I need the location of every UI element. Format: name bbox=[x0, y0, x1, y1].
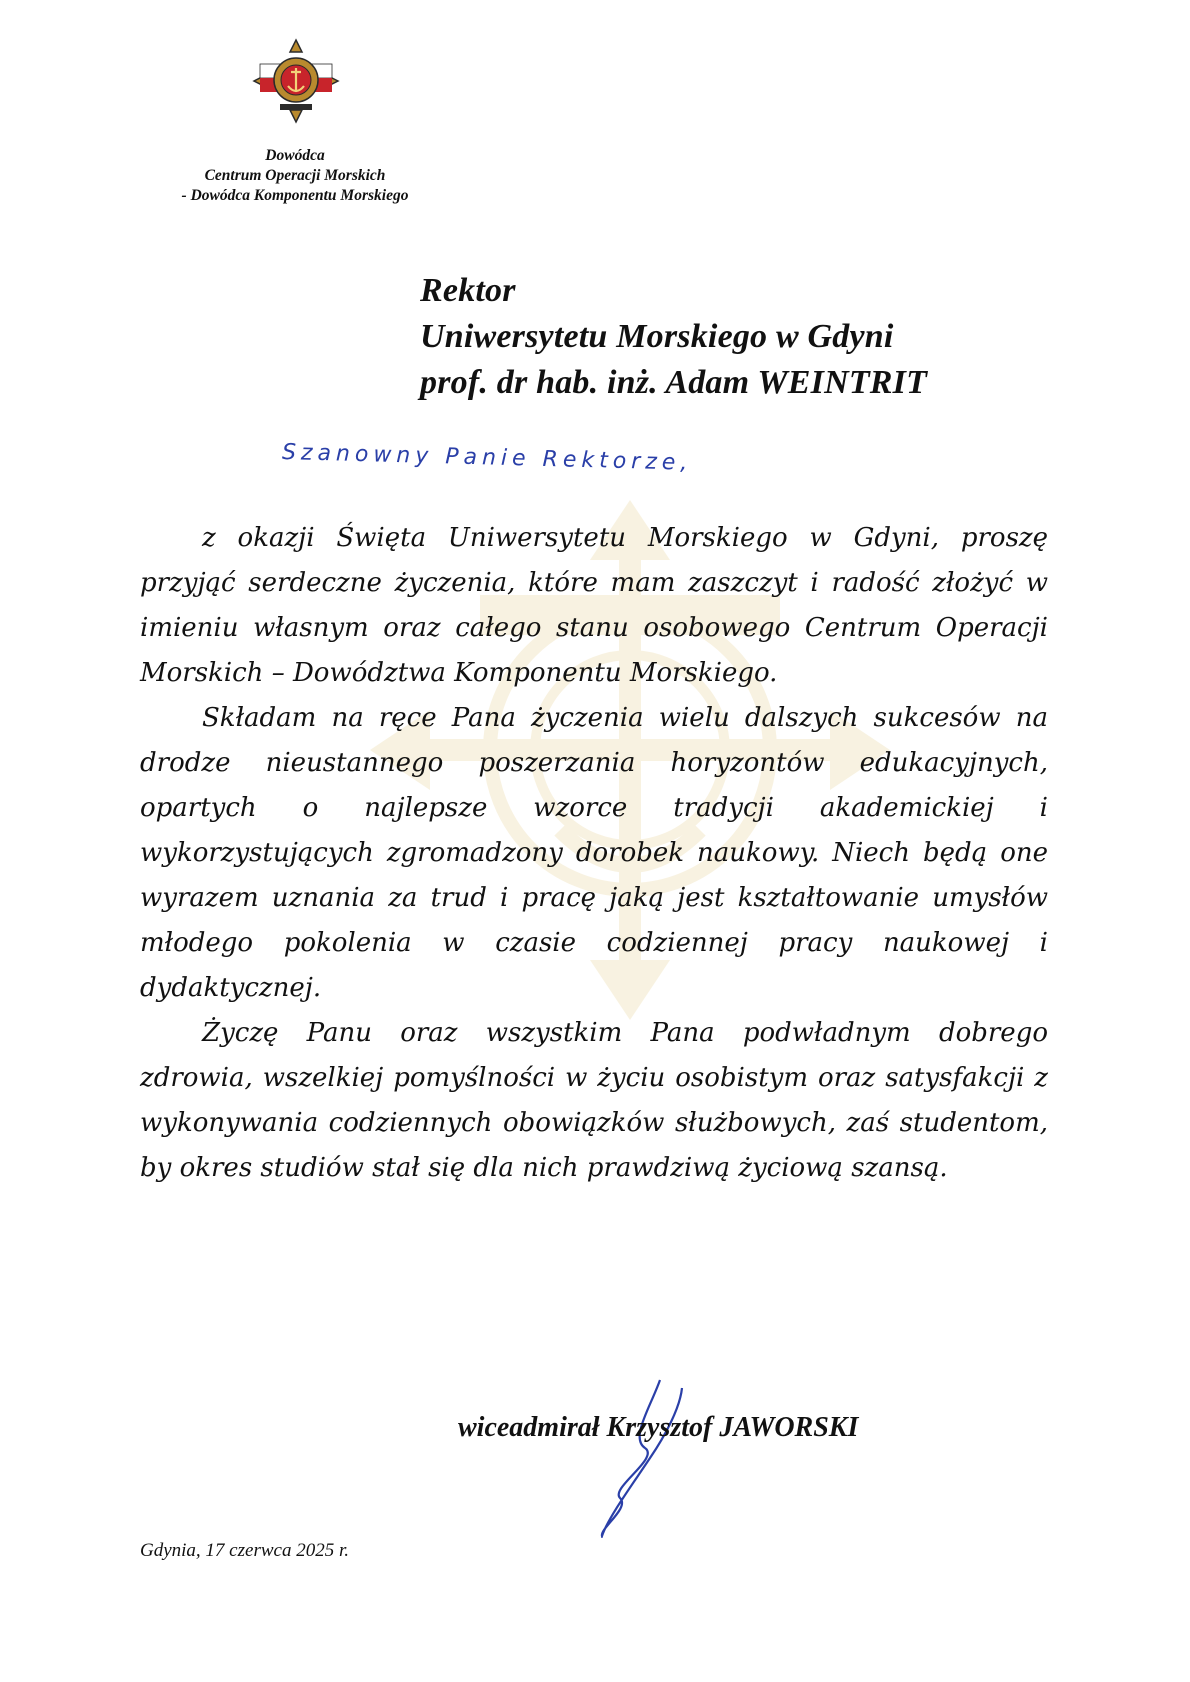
recipient-line-2: Uniwersytetu Morskiego w Gdyni bbox=[420, 318, 894, 355]
sender-line-2: Centrum Operacji Morskich bbox=[204, 167, 386, 184]
recipient-line-1: Rektor bbox=[420, 272, 516, 309]
body-paragraph-2: Składam na ręce Pana życzenia wielu dalszych sukcesów na drodze nieustannego poszerzania horyzontów edukacyjnych, opartych o najlepsze wzorce tradycji akademickiej i wykorzystujących zgromadzony dorobek naukowy. Niech będą one wyrazem uznania za trud i pracę jaką jest kształtowanie umysłów młodego pokolenia w czasie codziennej pracy naukowej i dydaktycznej. bbox=[140, 703, 1048, 1003]
body-paragraph-1: z okazji Święta Uniwersytetu Morskiego w Gdyni, proszę przyjąć serdeczne życzenia, które mam zaszczyt i radość złożyć w imieniu własnym oraz całego stanu osobowego Centrum Operacji Morskich – Dowództwa Komponentu Morskiego. bbox=[140, 523, 1048, 688]
sender-line-3: - Dowódca Komponentu Morskiego bbox=[181, 187, 409, 204]
recipient-line-3: prof. dr hab. inż. Adam WEINTRIT bbox=[420, 364, 928, 401]
handwritten-salutation: Szanowny Panie Rektorze, bbox=[281, 440, 693, 476]
sender-line-1: Dowódca bbox=[265, 147, 325, 164]
signature-name: wiceadmirał Krzysztof JAWORSKI bbox=[458, 1412, 859, 1443]
sender-block bbox=[140, 146, 450, 206]
naval-command-emblem-icon bbox=[252, 38, 340, 124]
handwritten-signature bbox=[590, 1378, 720, 1538]
body-paragraph-3: Życzę Panu oraz wszystkim Pana podwładnym dobrego zdrowia, wszelkiej pomyślności w życiu osobistym oraz satysfakcji z wykonywania codziennych obowiązków służbowych, zaś studentom, by okres studiów stał się dla nich prawdziwą życiową szansą. bbox=[140, 1018, 1048, 1183]
letter-body bbox=[140, 516, 1048, 1191]
place-date: Gdynia, 17 czerwca 2025 r. bbox=[140, 1540, 349, 1561]
recipient-block bbox=[420, 268, 1120, 406]
